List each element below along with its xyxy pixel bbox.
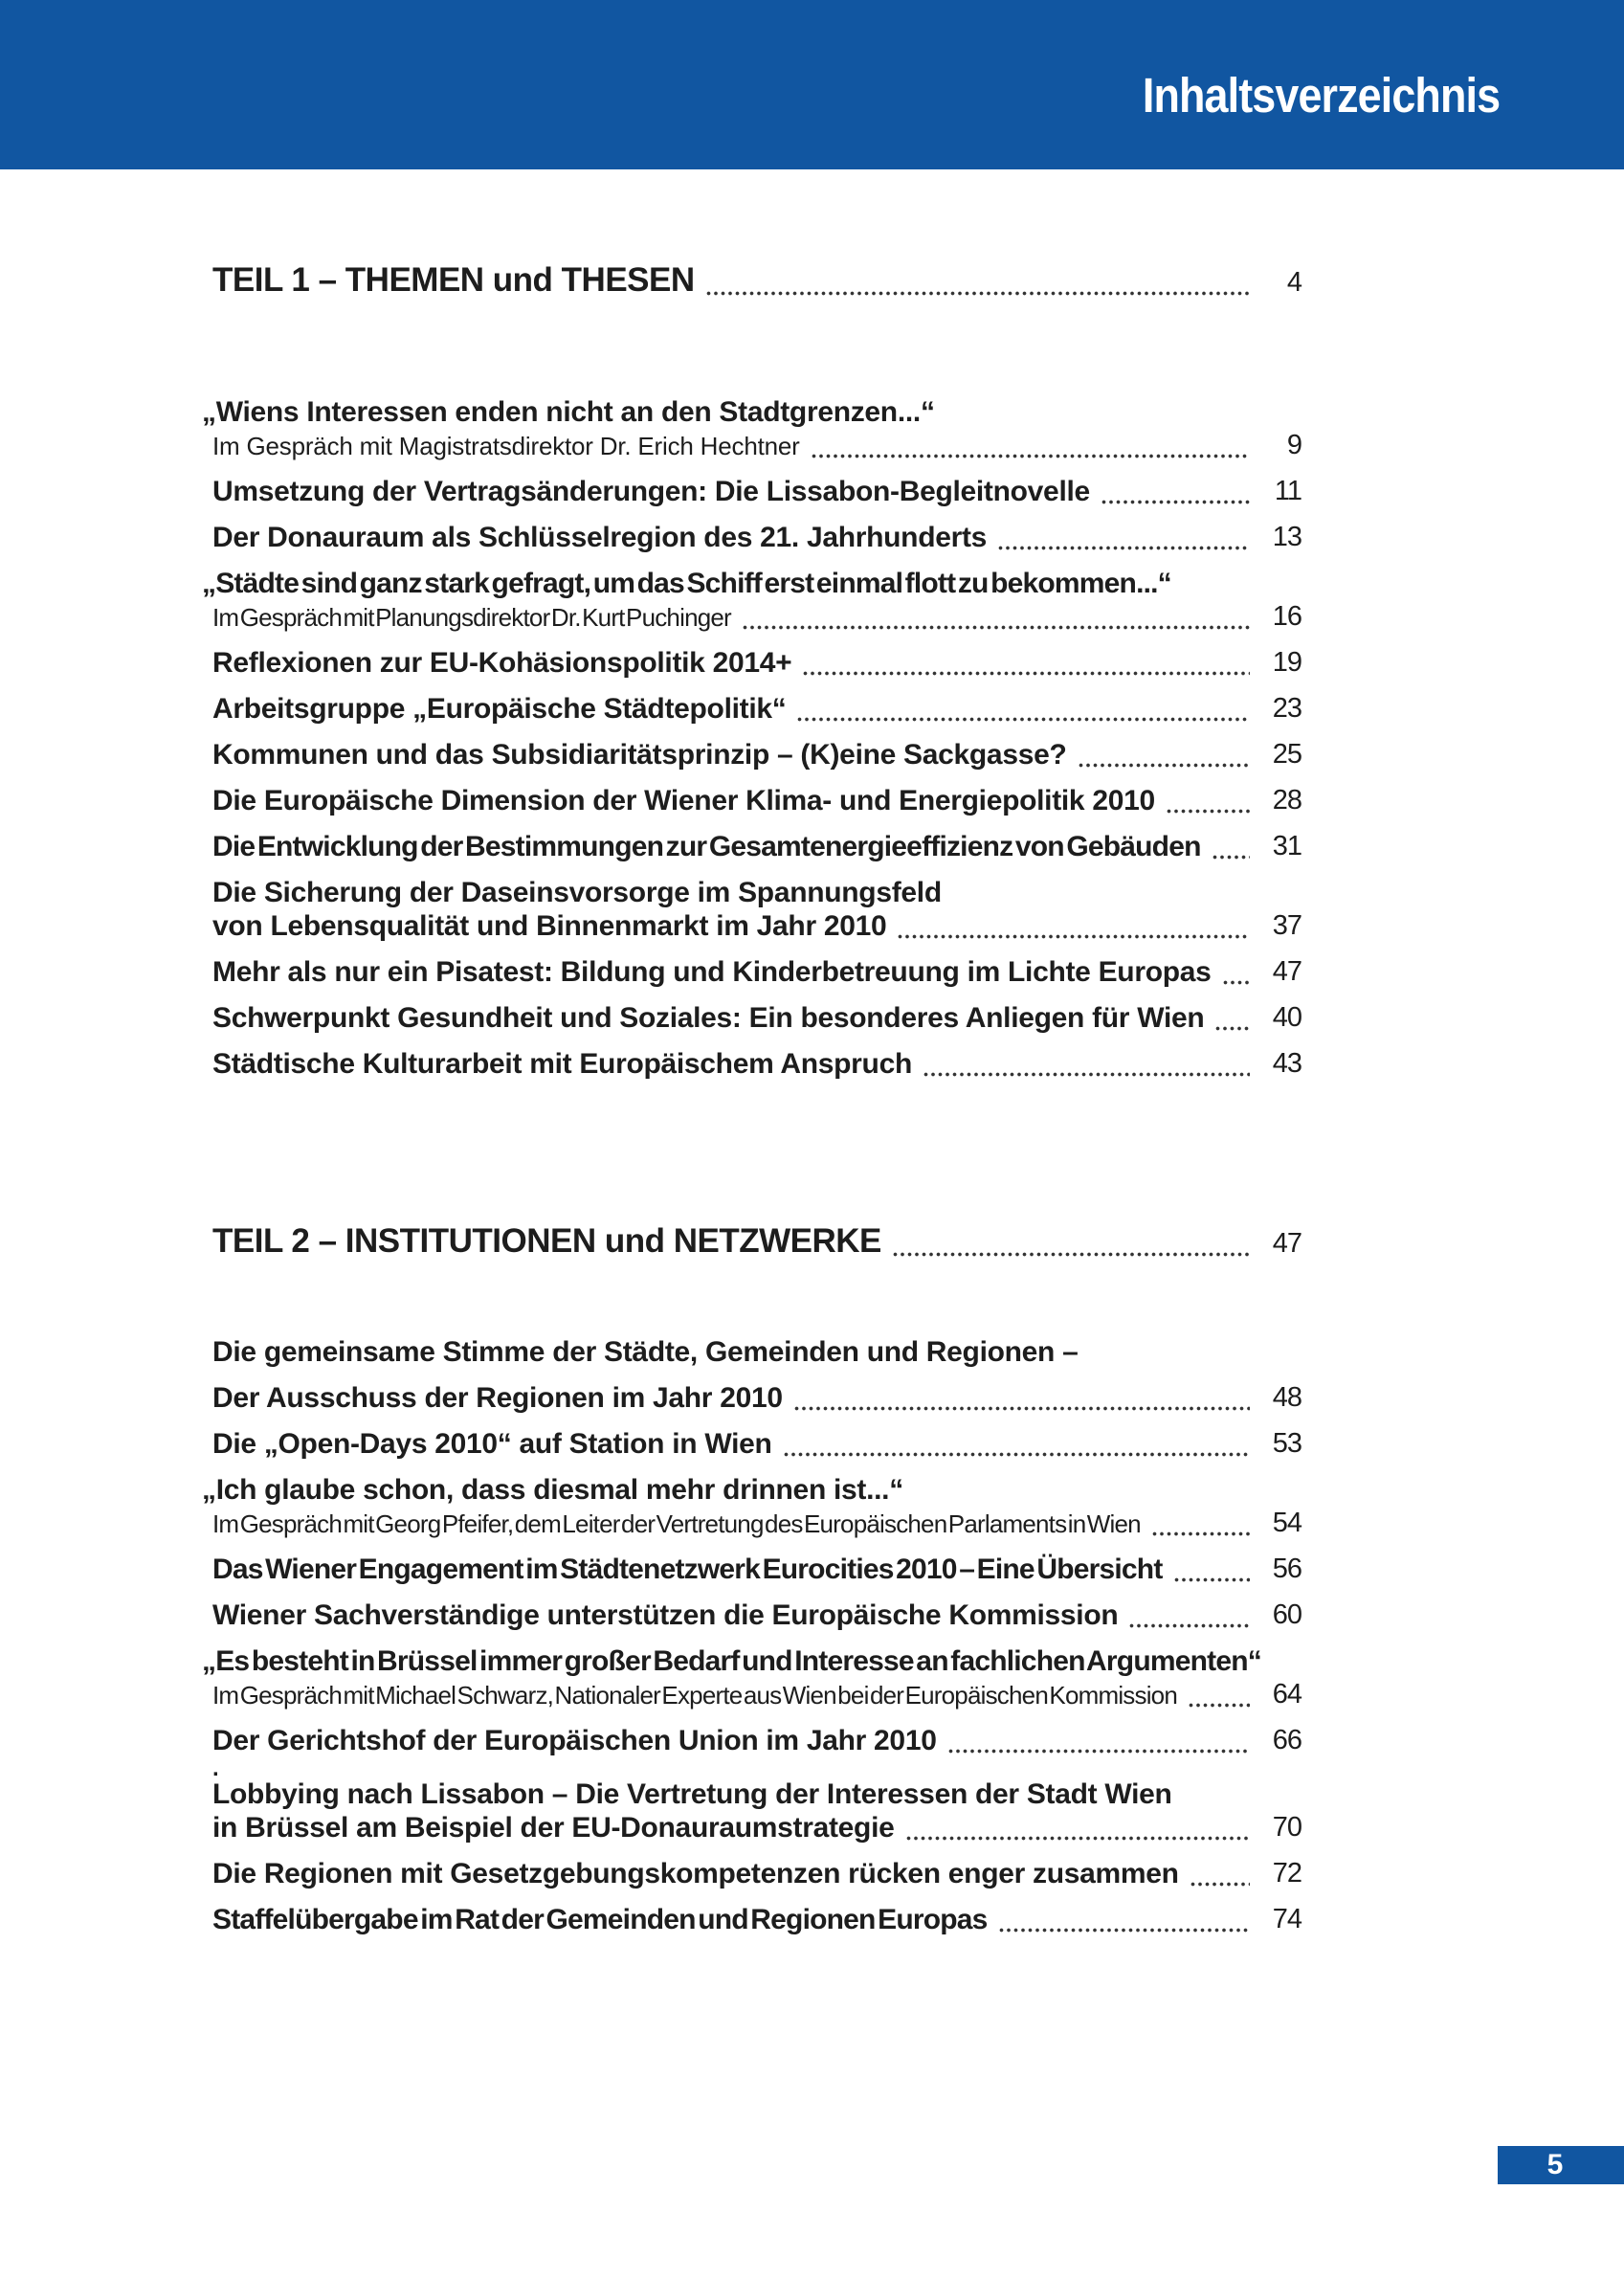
- dot-leader: [906, 1833, 1251, 1841]
- toc-row: [202, 395, 1301, 429]
- toc-row: [212, 1381, 1301, 1415]
- dot-leader: [784, 1449, 1250, 1457]
- entry-title: Reflexionen zur EU-Kohäsionspolitik 2014+: [212, 647, 792, 679]
- dot-leader: [1190, 1879, 1250, 1887]
- dot-leader: [1101, 497, 1250, 504]
- toc-row: [212, 429, 1301, 462]
- section-heading-row: [212, 261, 1301, 300]
- entry-title: Lobbying nach Lissabon – Die Vertretung der Interessen der Stadt Wien: [212, 1778, 1172, 1810]
- entry-title: Schwerpunkt Gesundheit und Soziales: Ein besonderes Anliegen für Wien: [212, 1002, 1205, 1034]
- entry-title: von Lebensqualität und Binnenmarkt im Jahr 2010: [212, 910, 887, 942]
- page-ref: 16: [1272, 601, 1301, 632]
- toc-entry: [212, 1777, 1301, 1844]
- page-ref: 70: [1272, 1812, 1301, 1843]
- dot-leader: [743, 622, 1250, 630]
- toc-row: [212, 1903, 1301, 1936]
- toc-entry: [212, 738, 1301, 771]
- toc-row: [212, 1001, 1301, 1035]
- page-ref: 4: [1286, 267, 1301, 298]
- toc-entry: [212, 1427, 1301, 1461]
- toc-row: [212, 738, 1301, 771]
- page-ref: 56: [1272, 1554, 1301, 1584]
- dot-leader: [999, 1925, 1250, 1933]
- dot-leader: [1152, 1529, 1250, 1536]
- entry-title: „Es besteht in Brüssel immer großer Bedarf und Interesse an fachlichen Argumenten“: [202, 1645, 1261, 1677]
- entry-title: Die Entwicklung der Bestimmungen zur Gesamtenergieeffizienz von Gebäuden: [212, 831, 1201, 862]
- page-ref: 60: [1272, 1599, 1301, 1630]
- page-number: 5: [1546, 2149, 1564, 2180]
- toc-entry: [202, 1473, 1301, 1540]
- toc-row: [212, 1598, 1301, 1632]
- toc-entry: [212, 692, 1301, 726]
- page-ref: 47: [1272, 956, 1301, 987]
- dot-leader: [1174, 1575, 1250, 1582]
- dot-leader: [794, 1403, 1250, 1411]
- dot-leader: [803, 668, 1250, 676]
- toc-entry: [202, 395, 1301, 462]
- page-ref: 53: [1272, 1428, 1301, 1459]
- entry-title: Die Regionen mit Gesetzgebungskompetenzen rücken enger zusammen: [212, 1858, 1179, 1889]
- entry-title: Städtische Kulturarbeit mit Europäischem Anspruch: [212, 1048, 912, 1080]
- toc-entry: [212, 830, 1301, 863]
- entry-title: Staffelübergabe im Rat der Gemeinden und Regionen Europas: [212, 1904, 988, 1935]
- page-title: Inhaltsverzeichnis: [1142, 68, 1500, 123]
- toc-row: [212, 521, 1301, 554]
- dot-leader: [1212, 852, 1250, 860]
- toc-entry: [212, 784, 1301, 817]
- page-ref: 43: [1272, 1048, 1301, 1079]
- page-ref: 23: [1272, 693, 1301, 724]
- entry-title: „Ich glaube schon, dass diesmal mehr drinnen ist...“: [202, 1474, 903, 1506]
- entry-title: Der Donauraum als Schlüsselregion des 21. Jahrhunderts: [212, 522, 988, 553]
- entry-title: Die „Open-Days 2010“ auf Station in Wien: [212, 1428, 772, 1460]
- toc-row: [212, 1507, 1301, 1540]
- entry-title: Arbeitsgruppe „Europäische Städtepolitik“: [212, 693, 787, 725]
- dot-leader: [998, 543, 1250, 550]
- toc-row: [212, 1427, 1301, 1461]
- page-ref: 13: [1272, 522, 1301, 552]
- dot-leader: [706, 288, 1250, 296]
- toc-row: [212, 692, 1301, 726]
- toc-row: [212, 1811, 1301, 1844]
- dot-leader: [1215, 1023, 1250, 1031]
- toc-row: [212, 1553, 1301, 1586]
- dot-leader: [797, 714, 1250, 722]
- toc-row: [212, 1724, 1301, 1757]
- toc-row: [212, 909, 1301, 943]
- entry-title: Die Europäische Dimension der Wiener Klima- und Energiepolitik 2010: [212, 785, 1155, 816]
- entry-subtitle: Im Gespräch mit Georg Pfeifer, dem Leiter der Vertretung des Europäischen Parlaments in Wien: [212, 1509, 1141, 1538]
- toc-row: [212, 1678, 1301, 1711]
- dot-leader: [1079, 760, 1251, 768]
- dot-leader: [1129, 1621, 1250, 1628]
- toc-row: [212, 1335, 1301, 1369]
- page-ref: 11: [1274, 476, 1301, 506]
- section-heading: TEIL 2 – INSTITUTIONEN und NETZWERKE: [212, 1222, 881, 1260]
- toc-section-2: [202, 1222, 1301, 1936]
- entry-title: Die gemeinsame Stimme der Städte, Gemeinden und Regionen –: [212, 1336, 1079, 1368]
- dot-leader: [898, 931, 1250, 939]
- toc-entry: [212, 1047, 1301, 1081]
- entry-subtitle: Im Gespräch mit Magistratsdirektor Dr. Erich Hechtner: [212, 432, 800, 460]
- entry-subtitle: Im Gespräch mit Planungsdirektor Dr. Kurt Puchinger: [212, 603, 731, 632]
- toc-entry: [212, 876, 1301, 943]
- toc-entry: [212, 475, 1301, 508]
- page-ref: 9: [1286, 430, 1301, 460]
- toc-row: [212, 830, 1301, 863]
- entry-title: Der Gerichtshof der Europäischen Union im Jahr 2010: [212, 1725, 937, 1756]
- toc-entry: [212, 646, 1301, 680]
- toc-row: [212, 784, 1301, 817]
- toc-row: [212, 1857, 1301, 1890]
- dot-leader: [1189, 1700, 1250, 1708]
- toc-entry: [212, 955, 1301, 989]
- toc-entry: [212, 1598, 1301, 1632]
- dot-leader: [1167, 806, 1250, 814]
- entry-title: Wiener Sachverständige unterstützen die Europäische Kommission: [212, 1599, 1119, 1631]
- toc-row: [212, 600, 1301, 634]
- page-number-badge: [1498, 2146, 1624, 2184]
- toc-row: [212, 475, 1301, 508]
- dot-leader: [948, 1746, 1250, 1754]
- entry-title: Der Ausschuss der Regionen im Jahr 2010: [212, 1382, 783, 1414]
- page-ref: 66: [1272, 1725, 1301, 1755]
- toc-row: [212, 1755, 1301, 1781]
- entry-title: „Städte sind ganz stark gefragt, um das Schiff erst einmal flott zu bekommen...“: [202, 568, 1171, 599]
- page-ref: 19: [1272, 647, 1301, 678]
- toc-entry: [212, 1335, 1301, 1369]
- toc-entry: [212, 1755, 1301, 1781]
- toc-entry: [212, 1857, 1301, 1890]
- entry-title: Umsetzung der Vertragsänderungen: Die Lissabon-Begleitnovelle: [212, 476, 1090, 507]
- toc-section-1: [202, 261, 1301, 1081]
- toc-row: [202, 1644, 1301, 1678]
- toc-entry: [202, 567, 1301, 634]
- entry-title: in Brüssel am Beispiel der EU-Donauraumstrategie: [212, 1812, 895, 1844]
- entry-title: „Wiens Interessen enden nicht an den Stadtgrenzen...“: [202, 396, 935, 428]
- page-ref: 47: [1272, 1228, 1301, 1259]
- entry-title: Das Wiener Engagement im Städtenetzwerk Eurocities 2010 – Eine Übersicht: [212, 1554, 1163, 1585]
- page-ref: 72: [1272, 1858, 1301, 1889]
- toc-row: [212, 876, 1301, 909]
- dot-leader: [1223, 977, 1250, 985]
- toc-entry: [212, 1724, 1301, 1757]
- toc-row: [212, 646, 1301, 680]
- page-ref: 74: [1272, 1904, 1301, 1934]
- dot-leader: [812, 451, 1250, 458]
- toc-row: [212, 1047, 1301, 1081]
- entry-title: Mehr als nur ein Pisatest: Bildung und Kinderbetreuung im Lichte Europas: [212, 956, 1212, 988]
- toc-entry: [202, 1644, 1301, 1711]
- toc-entry: [212, 1381, 1301, 1415]
- page-ref: 31: [1272, 831, 1301, 861]
- page-header: [0, 0, 1624, 169]
- page-ref: 25: [1272, 739, 1301, 770]
- dot-leader: [923, 1069, 1250, 1077]
- entry-title: Die Sicherung der Daseinsvorsorge im Spannungsfeld: [212, 877, 942, 908]
- page-ref: 40: [1272, 1002, 1301, 1033]
- page-ref: 54: [1272, 1508, 1301, 1538]
- toc-row: [212, 1777, 1301, 1811]
- page-ref: 37: [1272, 910, 1301, 941]
- toc-content: [0, 169, 1624, 1949]
- toc-row: [202, 567, 1301, 600]
- section-heading: TEIL 1 – THEMEN und THESEN: [212, 261, 695, 299]
- toc-entry: [212, 1001, 1301, 1035]
- entry-subtitle: Im Gespräch mit Michael Schwarz, Nationaler Experte aus Wien bei der Europäischen Kommission: [212, 1681, 1177, 1710]
- page-ref: 28: [1272, 785, 1301, 816]
- toc-entry: [212, 521, 1301, 554]
- stray-dot: .: [212, 1755, 219, 1781]
- dot-leader: [893, 1249, 1250, 1257]
- toc-row: [212, 955, 1301, 989]
- toc-entry: [212, 1903, 1301, 1936]
- toc-row: [202, 1473, 1301, 1507]
- section-heading-row: [212, 1222, 1301, 1261]
- toc-entry: [212, 1553, 1301, 1586]
- page-ref: 48: [1272, 1382, 1301, 1413]
- entry-title: Kommunen und das Subsidiaritätsprinzip – (K)eine Sackgasse?: [212, 739, 1067, 771]
- page-ref: 64: [1272, 1679, 1301, 1710]
